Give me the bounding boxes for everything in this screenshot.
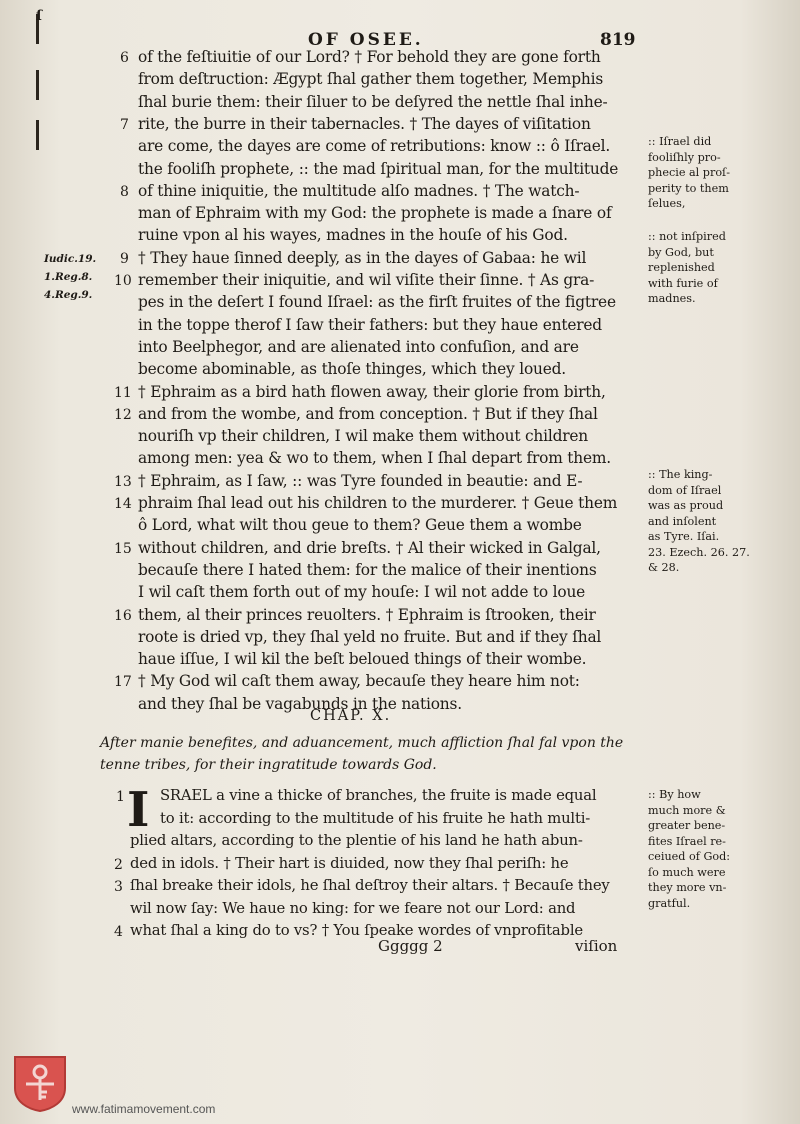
text-line: † Ephraim, as I ſaw, :: was Tyre founded in beautie: and E-	[138, 471, 583, 490]
text-line: man of Ephraim with my God: the prophete is made a ſnare of	[138, 204, 612, 223]
text-line: into Beelphegor, and are alienated into confuſion, and are	[138, 337, 579, 356]
left-rule	[36, 70, 39, 100]
text-line: I wil caſt them forth out of my houſe: I wil not adde to loue	[138, 583, 586, 602]
verse-number: 12	[114, 406, 132, 423]
keys-shield-icon	[12, 1054, 68, 1112]
text-line: remember their iniquitie, and wil viſite their ſinne. † As gra-	[138, 271, 595, 289]
text-line: phraim ſhal lead out his children to the murderer. † Geue them	[138, 494, 618, 512]
chapter-title: CHAP. X.	[310, 708, 392, 724]
text-line: are come, the dayes are come of retributions: know :: ô Iſrael.	[138, 137, 611, 156]
verse-number: 9	[120, 250, 129, 267]
text-line: of the feſtiuitie of our Lord? † For behold they are gone forth	[138, 48, 601, 66]
drop-cap: I	[127, 782, 150, 838]
text-line: in the toppe therof I ſaw their fathers: but they haue entered	[138, 315, 602, 334]
verse-number: 8	[120, 183, 129, 200]
verse-number: 6	[120, 50, 129, 66]
text-line: the fooliſh prophete, :: the mad ſpiritual man, for the multitude	[138, 159, 619, 178]
left-rule	[36, 120, 39, 150]
margin-note: :: The king- dom of Iſrael was as proud and inſolent as Tyre. Iſai. 23. Ezech. 26. 27. & 28.	[648, 468, 750, 574]
text-line: among men: yea & wo to them, when I ſhal depart from them.	[138, 449, 611, 468]
text-line: of thine iniquitie, the multitude alſo madnes. † The watch-	[138, 181, 580, 200]
chapter-text-line: ſhal breake their idols, he ſhal deſtroy their altars. † Becauſe they	[130, 877, 610, 894]
text-line: † Ephraim as a bird hath flowen away, their glorie from birth,	[138, 382, 606, 401]
margin-note: :: Iſrael did fooliſhly pro- phecie al proſ- perity to them ſelues,	[648, 135, 730, 210]
text-line: haue iſſue, I wil kil the beſt beloued things of their wombe.	[138, 650, 587, 669]
chapter-text-line: SRAEL a vine a thicke of branches, the fruite is made equal	[160, 787, 597, 804]
folio-number: 819	[600, 30, 636, 50]
text-line: pes in the deſert I found Iſrael: as the firſt fruites of the figtree	[138, 293, 616, 312]
text-line: † My God wil caſt them away, becauſe they heare him not:	[138, 672, 580, 691]
left-note: Iudic.19.	[44, 253, 97, 265]
text-line: roote is dried vp, they ſhal yeld no fruite. But and if they ſhal	[138, 627, 602, 646]
text-line: nouriſh vp their children, I wil make them without children	[138, 427, 589, 446]
chapter-text-line: plied altars, according to the plentie of his land he hath abun-	[130, 832, 583, 849]
verse-number: 11	[114, 384, 132, 401]
chapter-text-line: to it: according to the multitude of his fruite he hath multi-	[160, 809, 591, 827]
chapter-text-line: wil now ſay: We haue no king: for we feare not our Lord: and	[130, 899, 576, 917]
text-line: and they ſhal be vagabunds in the nations.	[138, 694, 462, 713]
text-line: ſhal burie them: their ſiluer to be deſyred the nettle ſhal inhe-	[138, 92, 608, 111]
verse-number: 3	[114, 879, 123, 895]
text-line: and from the wombe, and from conception. † But if they ſhal	[138, 404, 598, 423]
chapter-text-line: what ſhal a king do to vs? † You ſpeake wordes of vnprofitable	[130, 922, 583, 939]
chapter-text-line: ded in idols. † Their hart is diuided, now they ſhal periſh: he	[130, 854, 569, 872]
verse-number: 13	[114, 473, 132, 490]
verse-number: 4	[114, 924, 123, 940]
left-note: 4.Reg.9.	[44, 289, 93, 301]
verse-number: 10	[114, 273, 132, 289]
verse-number: 14	[114, 496, 132, 512]
verse-number: 1	[116, 789, 125, 805]
running-head: OF OSEE.	[308, 30, 424, 50]
text-line: ô Lord, what wilt thou geue to them? Geue them a wombe	[138, 516, 582, 535]
text-line: without children, and drie breſts. † Al their wicked in Galgal,	[138, 538, 601, 557]
top-mark: ſ	[36, 8, 43, 24]
margin-note: :: not inſpired by God, but replenished with furie of madnes.	[648, 230, 726, 305]
text-line: rite, the burre in their tabernacles. † The dayes of viſitation	[138, 114, 591, 133]
text-line: becauſe there I hated them: for the malice of their inentions	[138, 560, 597, 579]
website-link[interactable]: www.fatimamovement.com	[72, 1102, 216, 1116]
text-line: them, al their princes reuolters. † Ephraim is ſtrooken, their	[138, 605, 596, 624]
verse-number: 15	[114, 540, 132, 557]
signature-mark: Ggggg 2	[378, 937, 443, 955]
catchword: viſion	[575, 937, 618, 955]
margin-note: :: By how much more & greater bene- fites Iſrael re- ceiued of God: ſo much were they more vn- gratful.	[648, 788, 731, 910]
text-line: ruine vpon al his wayes, madnes in the houſe of his God.	[138, 226, 568, 245]
verse-number: 16	[114, 607, 132, 624]
chapter-summary: After manie benefites, and aduancement, much affliction ſhal fal vpon the tenne tribes, for their ingratitude towards God.	[100, 735, 624, 773]
publisher-logo	[12, 1054, 68, 1112]
text-line: become abominable, as thoſe thinges, which they loued.	[138, 360, 566, 379]
text-line: from deſtruction: Ægypt ſhal gather them together, Memphis	[138, 70, 604, 89]
verse-number: 7	[120, 116, 129, 133]
verse-number: 2	[114, 856, 123, 873]
verse-number: 17	[114, 674, 132, 691]
text-line: † They haue ſinned deeply, as in the dayes of Gabaa: he wil	[138, 248, 587, 267]
left-note: 1.Reg.8.	[44, 271, 93, 283]
